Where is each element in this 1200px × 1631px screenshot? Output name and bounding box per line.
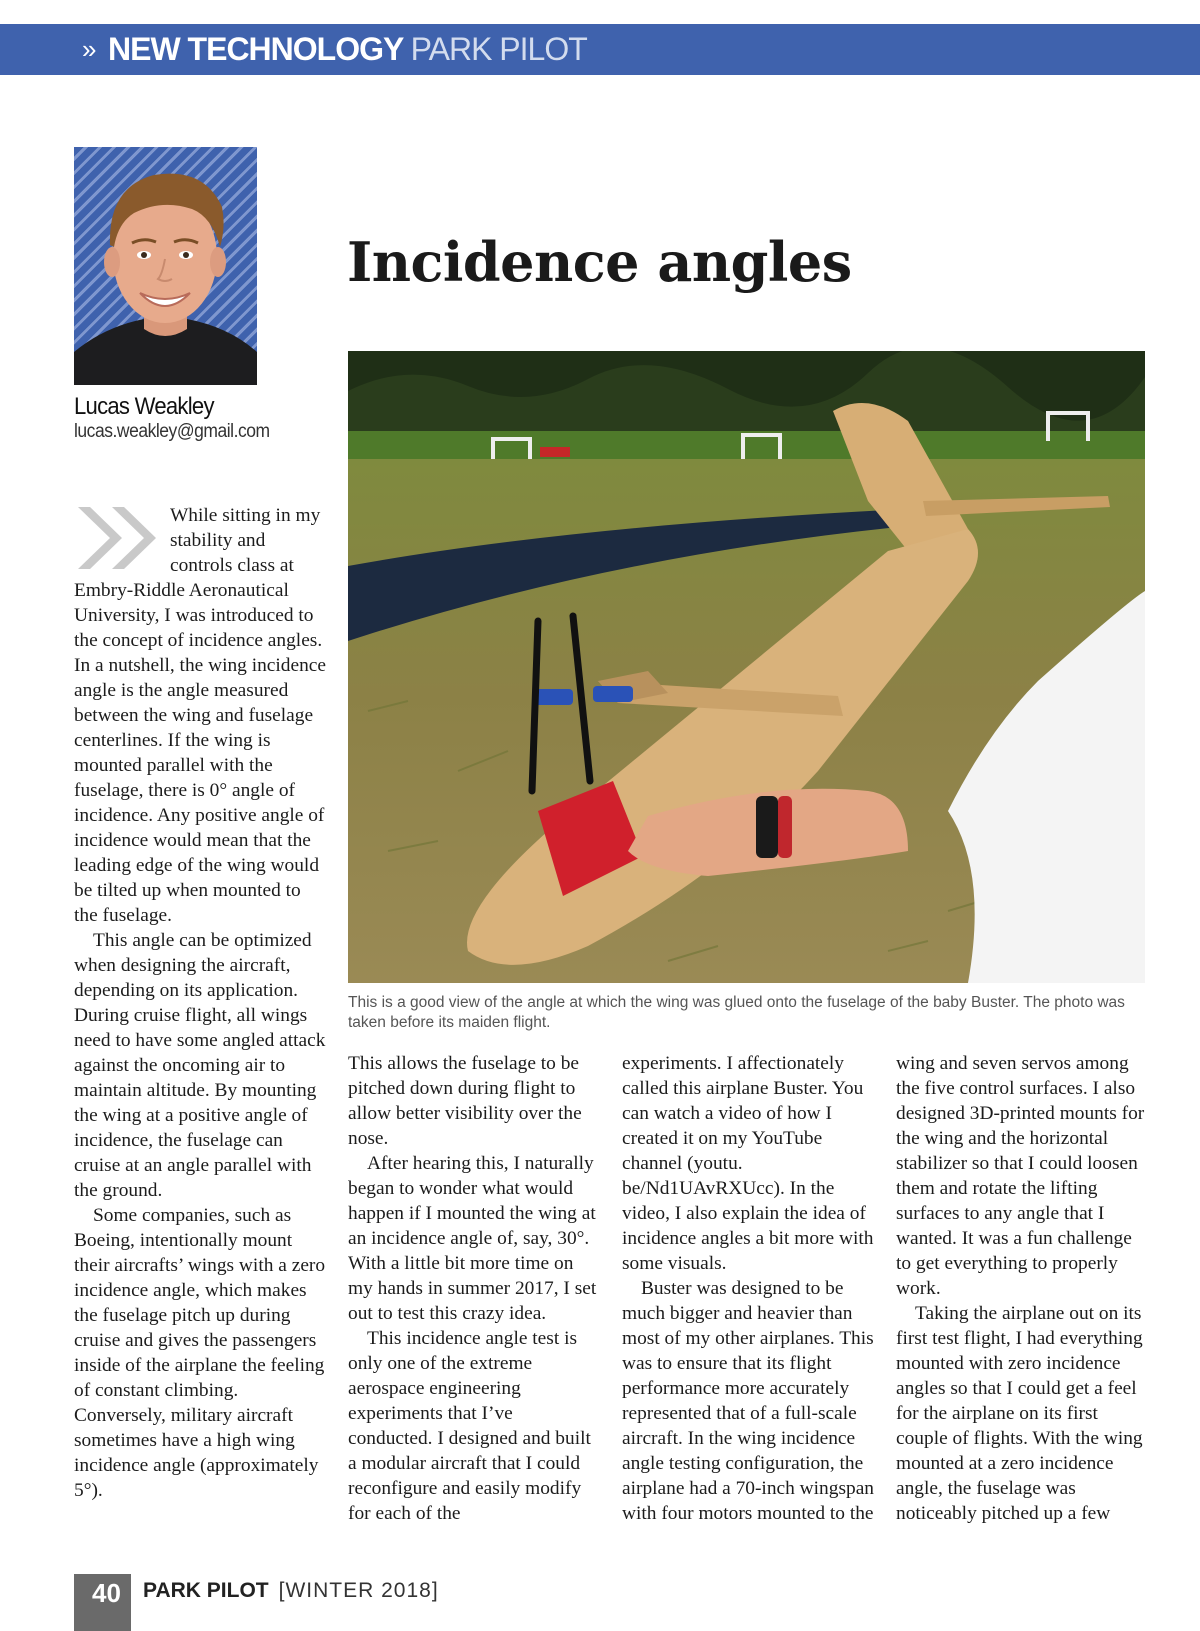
section-header-band — [0, 24, 1200, 75]
article-photo — [348, 351, 1145, 983]
article-column-2 — [348, 1051, 600, 1526]
paragraph: experiments. I affectionately called this airplane Buster. You can watch a video of how I created it on my YouTube channel (youtu. be/Nd1UAvRXUcc). In the video, I also explain the idea of incidence angles a bit more with some visuals. — [622, 1053, 874, 1274]
section-title-primary: NEW TECHNOLOGY — [108, 31, 403, 67]
page-number: 40 — [92, 1578, 121, 1608]
paragraph: This incidence angle test is only one of the extreme aerospace engineering experiments that I’ve conducted. I designed and built a modular aircraft that I could reconfigure and easily modify for each of the — [348, 1328, 591, 1524]
paragraph: Taking the airplane out on its first test flight, I had everything mounted with zero incidence angles so that I could get a feel for the airplane on its first couple of flights. With the wing mounted at a zero incidence angle, the fuselage was noticeably pitched up a few — [896, 1303, 1143, 1524]
article-title: Incidence angles — [347, 230, 852, 294]
magazine-name: PARK PILOT — [143, 1579, 269, 1602]
author-email: lucas.weakley@gmail.com — [74, 421, 270, 442]
paragraph: wing and seven servos among the five control surfaces. I also designed 3D-printed mounts for the wing and the horizontal stabilizer so that I could loosen them and rotate the lifting surfaces to any angle that I wanted. It was a fun challenge to get everything to properly work. — [896, 1053, 1145, 1299]
author-name: Lucas Weakley — [74, 393, 214, 420]
article-column-4 — [896, 1051, 1148, 1526]
article-column-1 — [74, 503, 326, 1503]
author-portrait — [74, 147, 257, 385]
section-title — [108, 31, 587, 67]
double-chevron-right-icon: » — [82, 34, 97, 64]
section-title-secondary: PARK PILOT — [410, 31, 587, 67]
page-number-box — [74, 1574, 131, 1631]
paragraph: While sitting in my stability and controls class at Embry-Riddle Aeronautical University, I was introduced to the concept of incidence angles. In a nutshell, the wing incidence angle is the angle measured between the wing and fuselage centerlines. If the wing is mounted parallel with the fuselage, there is 0° angle of incidence. Any positive angle of incidence would mean that the leading edge of the wing would be tilted up when mounted to the fuselage. — [74, 505, 327, 926]
footer — [143, 1578, 439, 1604]
double-chevron-drop-icon — [74, 503, 164, 573]
issue-label: [WINTER 2018] — [278, 1579, 439, 1602]
photo-caption: This is a good view of the angle at which the wing was glued onto the fuselage of the baby Buster. The photo was taken before its maiden flight. — [348, 994, 1125, 1031]
paragraph: This allows the fuselage to be pitched down during flight to allow better visibility over the nose. — [348, 1053, 582, 1149]
article-column-3 — [622, 1051, 874, 1526]
paragraph: Buster was designed to be much bigger and heavier than most of my other airplanes. This was to ensure that its flight performance more accurately represented that of a full-scale aircraft. In the wing incidence angle testing configuration, the airplane had a 70-inch wingspan with four motors mounted to the — [622, 1278, 874, 1524]
paragraph: After hearing this, I naturally began to wonder what would happen if I mounted the wing at an incidence angle of, say, 30°. With a little bit more time on my hands in summer 2017, I set out to test this crazy idea. — [348, 1153, 597, 1324]
paragraph: This angle can be optimized when designing the aircraft, depending on its application. During cruise flight, all wings need to have some angled attack against the oncoming air to maintain altitude. By mounting the wing at a positive angle of incidence, the fuselage can cruise at an angle parallel with the ground. — [74, 930, 326, 1201]
paragraph: Some companies, such as Boeing, intentionally mount their aircrafts’ wings with a zero incidence angle, which makes the fuselage pitch up during cruise and gives the passengers inside of the airplane the feeling of constant climbing. Conversely, military aircraft sometimes have a high wing incidence angle (approximately 5°). — [74, 1205, 326, 1501]
